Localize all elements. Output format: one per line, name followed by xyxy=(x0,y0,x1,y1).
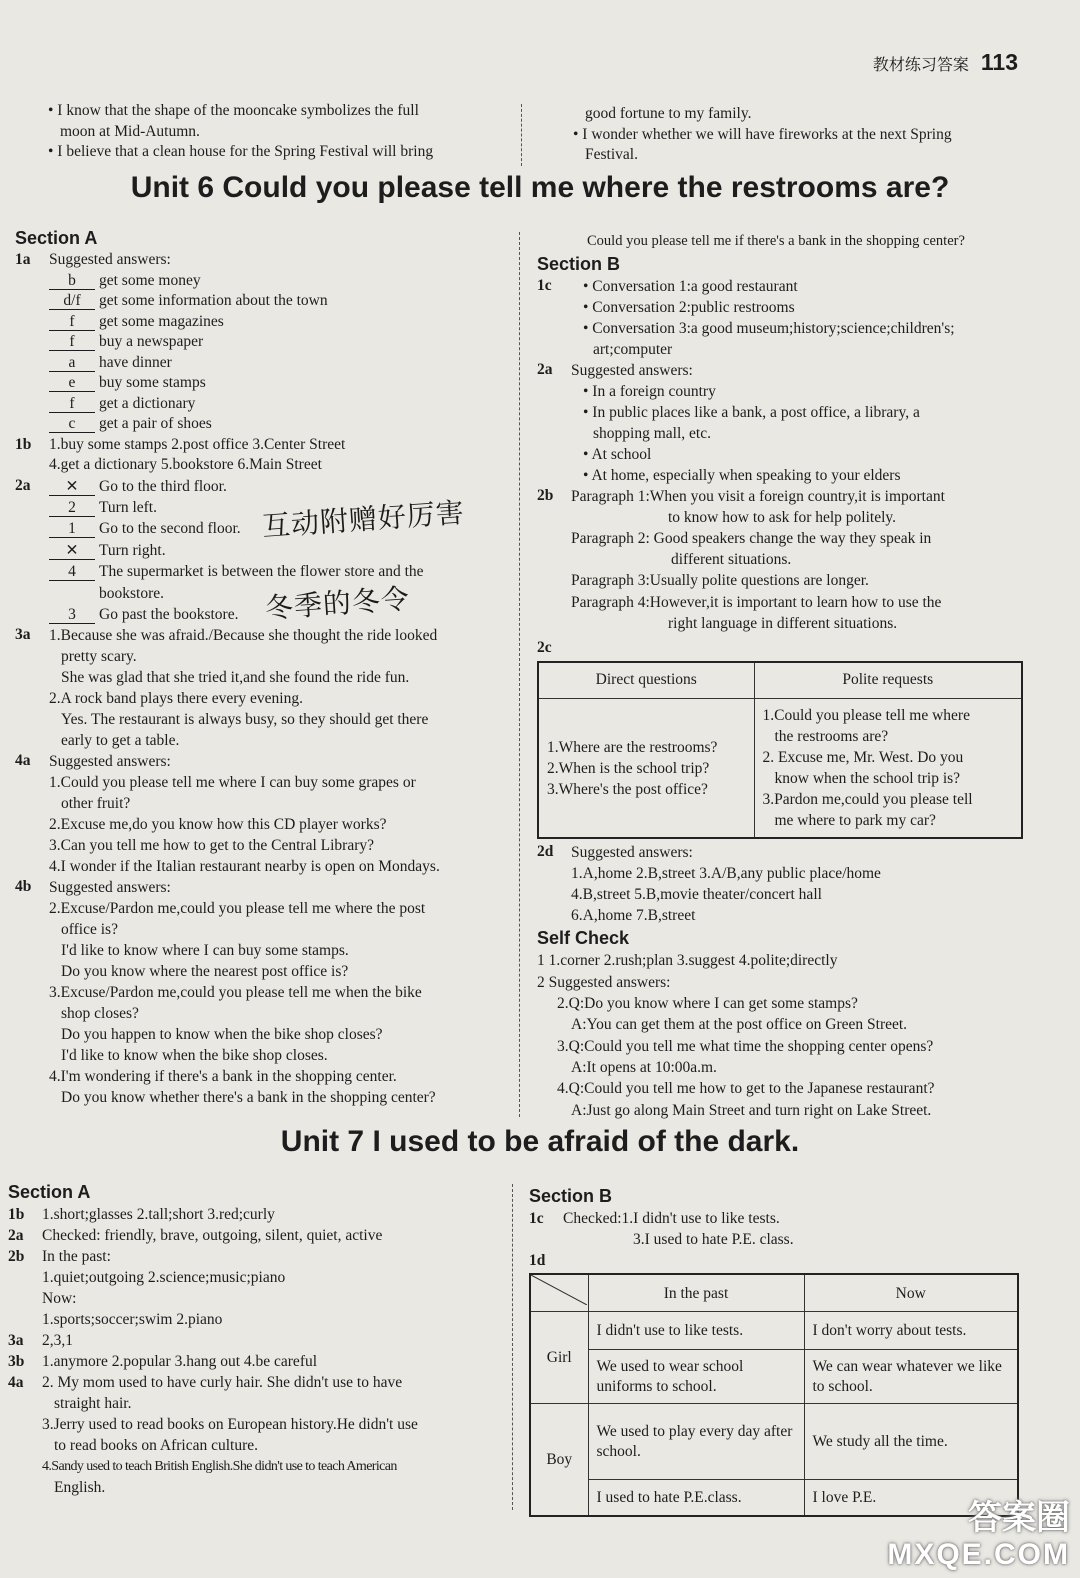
exercise-tag xyxy=(8,1456,42,1477)
past-now-table xyxy=(529,1273,1019,1517)
text-line: Paragraph 3:Usually polite questions are longer. xyxy=(571,572,869,590)
table-cell xyxy=(804,1312,1018,1350)
exercise-tag xyxy=(8,1288,42,1309)
item-text: The supermarket is between the flower store and the xyxy=(99,563,424,581)
exercise-tag xyxy=(8,1393,42,1414)
text-line: Paragraph 2: Good speakers change the way they speak in xyxy=(571,529,932,547)
cell-line: 3.Pardon me,could you please tell xyxy=(762,791,973,809)
watermark-url: MXQE.COM xyxy=(887,1538,1070,1571)
text-line: 4.get a dictionary 5.bookstore 6.Main Street xyxy=(49,456,322,473)
text-line: 4.B,street 5.B,movie theater/concert hall xyxy=(571,886,822,904)
text-line: Checked: friendly, brave, outgoing, silent, quiet, active xyxy=(42,1227,383,1244)
cell-text: We used to play every day after school. xyxy=(596,1422,793,1460)
text-line: I'd like to know where I can buy some stamps. xyxy=(61,942,349,960)
row-label: Boy xyxy=(530,1404,588,1516)
text-line: Suggested answers: xyxy=(49,879,171,897)
table-header: Now xyxy=(804,1274,1018,1312)
text-line: 2 Suggested answers: xyxy=(537,973,671,991)
text-line: • Conversation 2:public restrooms xyxy=(583,298,795,316)
text-line: • I know that the shape of the mooncake symbolizes the full xyxy=(48,102,419,119)
text-line: straight hair. xyxy=(54,1395,132,1412)
text-line: 1.A,home 2.B,street 3.A/B,any public place/home xyxy=(571,865,881,883)
text-line: Suggested answers: xyxy=(49,753,171,771)
exercise-1b xyxy=(15,435,505,476)
cell-text: I used to hate P.E.class. xyxy=(596,1488,742,1506)
item-text: get some money xyxy=(99,271,201,289)
exercise-3a xyxy=(15,625,505,751)
cell-line: 3.Where's the post office? xyxy=(547,780,708,798)
handwritten-note: 冬季的冬令 xyxy=(263,581,411,626)
item-text: Go past the bookstore. xyxy=(99,605,239,623)
text-line: 1.anymore 2.popular 3.hang out 4.be careful xyxy=(42,1353,318,1370)
cell-line: 1.Where are the restrooms? xyxy=(547,738,718,756)
exercise-tag: 2a xyxy=(8,1227,24,1244)
unit7-section-b xyxy=(529,1184,1029,1517)
item-text: Go to the third floor. xyxy=(99,477,227,495)
text-line: pretty scary. xyxy=(61,648,137,666)
cell-text: I love P.E. xyxy=(812,1488,877,1506)
text-line: shopping mall, etc. xyxy=(593,424,711,442)
text-line: other fruit? xyxy=(61,795,131,813)
text-line: early to get a table. xyxy=(61,732,180,750)
text-line: Do you know where the nearest post office is? xyxy=(61,963,349,981)
text-line: 4.Sandy used to teach British English.She didn't use to teach American xyxy=(42,1459,397,1474)
exercise-tag: 2c xyxy=(537,638,552,656)
text-line: 1.quiet;outgoing 2.science;music;piano xyxy=(42,1269,286,1286)
text-line: right language in different situations. xyxy=(668,614,898,632)
text-line: 4.I'm wondering if there's a bank in the shopping center. xyxy=(49,1068,397,1086)
text-line: 1.Because she was afraid./Because she thought the ride looked xyxy=(49,627,438,645)
text-line: 4.Q:Could you tell me how to get to the Japanese restaurant? xyxy=(557,1080,935,1098)
section-heading: Section B xyxy=(529,1186,613,1206)
answer-blank: f xyxy=(49,395,95,413)
answer-blank: 4 xyxy=(49,563,95,581)
text-line: • At home, especially when speaking to your elders xyxy=(583,466,901,484)
unit6-section-b xyxy=(537,231,1027,1121)
text-line: office is? xyxy=(61,921,118,939)
section-heading: Section A xyxy=(15,228,98,248)
item-text: get some magazines xyxy=(99,312,224,330)
exercise-tag: 2a xyxy=(15,476,31,494)
table-cell xyxy=(804,1404,1018,1480)
column-divider xyxy=(512,1184,513,1510)
unit7-section-a xyxy=(8,1180,508,1498)
text-line: moon at Mid-Autumn. xyxy=(60,122,200,140)
exercise-tag: 2b xyxy=(8,1248,25,1265)
table-header: Direct questions xyxy=(538,662,754,698)
text-line: Paragraph 4:However,it is important to learn how to use the xyxy=(571,593,942,611)
exercise-tag: 2b xyxy=(537,486,554,504)
section-heading: Self Check xyxy=(537,928,630,949)
item-text: get a dictionary xyxy=(99,394,196,412)
answer-blank: 3 xyxy=(49,606,95,624)
cell-line: me where to park my car? xyxy=(774,812,936,830)
top-left-block xyxy=(48,101,508,163)
text-line: Suggested answers: xyxy=(571,361,693,379)
watermark-text: 答案圈 xyxy=(968,1499,1070,1537)
text-line: different situations. xyxy=(671,551,792,569)
questions-table xyxy=(537,661,1023,839)
exercise-tag xyxy=(8,1477,42,1498)
text-line: shop closes? xyxy=(61,1005,139,1023)
text-line: Suggested answers: xyxy=(49,251,171,268)
exercise-tag: 2a xyxy=(537,360,553,378)
table-cell xyxy=(588,1404,804,1480)
exercise-tag xyxy=(8,1267,42,1288)
text-line: 1.short;glasses 2.tall;short 3.red;curly xyxy=(42,1206,275,1223)
text-line: 3.I used to hate P.E. class. xyxy=(633,1231,794,1248)
item-text: have dinner xyxy=(99,353,172,371)
table-cell xyxy=(588,1312,804,1350)
answer-blank: b xyxy=(49,272,95,290)
text-line: 3.Q:Could you tell me what time the shopping center opens? xyxy=(557,1037,934,1055)
text-line: 1 1.corner 2.rush;plan 3.suggest 4.polite;directly xyxy=(537,952,838,970)
text-line: • I believe that a clean house for the Spring Festival will bring xyxy=(48,143,434,160)
column-divider xyxy=(521,104,522,166)
text-line: Checked:1.I didn't use to like tests. xyxy=(563,1210,780,1227)
cell-line: know when the school trip is? xyxy=(774,770,961,788)
text-line: Do you happen to know when the bike shop closes? xyxy=(61,1026,383,1044)
text-line: Paragraph 1:When you visit a foreign country,it is important xyxy=(571,487,945,505)
table-cell xyxy=(754,698,1022,838)
text-line: A:You can get them at the post office on Green Street. xyxy=(571,1016,908,1034)
text-line: In the past: xyxy=(42,1248,111,1265)
diagonal-line xyxy=(531,1275,587,1305)
column-divider xyxy=(519,232,520,1117)
exercise-1c xyxy=(537,276,1027,360)
cell-line: 2.When is the school trip? xyxy=(547,759,710,777)
exercise-tag: 4a xyxy=(8,1374,24,1391)
text-line: A:It opens at 10:00a.m. xyxy=(571,1058,717,1076)
table-cell xyxy=(538,698,754,838)
cell-line: 2. Excuse me, Mr. West. Do you xyxy=(762,749,964,767)
text-line: Yes. The restaurant is always busy, so they should get there xyxy=(61,711,429,729)
table-header: Polite requests xyxy=(754,662,1022,698)
exercise-tag xyxy=(8,1414,42,1435)
text-line: 3.Excuse/Pardon me,could you please tell me when the bike xyxy=(49,984,422,1002)
answer-blank: a xyxy=(49,354,95,372)
exercise-4b xyxy=(15,877,505,1108)
text-line: Could you please tell me if there's a bank in the shopping center? xyxy=(587,233,965,249)
text-line: 1.Could you please tell me where I can buy some grapes or xyxy=(49,774,416,792)
text-line: • Conversation 3:a good museum;history;science;children's; xyxy=(583,319,955,337)
exercise-tag xyxy=(8,1435,42,1456)
text-line: • I wonder whether we will have fireworks at the next Spring xyxy=(573,125,952,143)
text-line: • At school xyxy=(583,445,652,463)
unit7-title: Unit 7 I used to be afraid of the dark. xyxy=(280,1125,800,1158)
text-line: I'd like to know when the bike shop closes. xyxy=(61,1047,328,1065)
item-text: Go to the second floor. xyxy=(99,520,241,538)
text-line: 2.Q:Do you know where I can get some stamps? xyxy=(557,995,858,1013)
exercise-tag: 1c xyxy=(537,276,552,294)
text-line: to know how to ask for help politely. xyxy=(668,508,897,526)
text-line: English. xyxy=(54,1479,106,1496)
text-line: 4.I wonder if the Italian restaurant nearby is open on Mondays. xyxy=(49,858,440,876)
exercise-tag: 4b xyxy=(15,878,32,896)
diagonal-cell xyxy=(530,1274,588,1312)
table-cell xyxy=(588,1480,804,1516)
exercise-tag: 4a xyxy=(15,752,31,770)
item-text: buy a newspaper xyxy=(99,333,204,350)
text-line: 3.Jerry used to read books on European history.He didn't use xyxy=(42,1416,418,1433)
text-line: 3.Can you tell me how to get to the Central Library? xyxy=(49,837,374,855)
exercise-2a-b xyxy=(537,360,1027,486)
text-line: 6.A,home 7.B,street xyxy=(571,907,696,925)
text-line: She was glad that she tried it,and she found the ride fun. xyxy=(61,669,410,687)
self-check-block xyxy=(537,950,1027,1120)
watermark-logo xyxy=(887,1498,1070,1572)
exercise-1a xyxy=(15,250,505,435)
answer-blank: c xyxy=(49,415,95,433)
top-right-block xyxy=(573,104,1033,166)
text-line: 2,3,1 xyxy=(42,1332,73,1349)
exercise-tag: 3a xyxy=(8,1332,24,1349)
unit6-title: Unit 6 Could you please tell me where the restrooms are? xyxy=(130,171,950,204)
item-text: Turn left. xyxy=(99,498,157,516)
exercise-tag: 3a xyxy=(15,626,31,644)
text-line: Suggested answers: xyxy=(571,844,693,862)
table-cell xyxy=(804,1350,1018,1404)
exercise-4a xyxy=(15,751,505,877)
text-line: 1.sports;soccer;swim 2.piano xyxy=(42,1311,223,1328)
exercise-2b xyxy=(537,486,1027,634)
table-cell xyxy=(588,1350,804,1404)
text-line: Festival. xyxy=(585,146,638,163)
item-text: get a pair of shoes xyxy=(99,415,212,432)
cell-text: I don't worry about tests. xyxy=(812,1322,967,1339)
answer-blank: 2 xyxy=(49,499,95,517)
exercise-tag: 2d xyxy=(537,843,554,861)
exercise-tag xyxy=(8,1309,42,1330)
exercise-tag: 1b xyxy=(15,435,32,453)
exercise-tag: 1d xyxy=(529,1252,546,1269)
cell-line: 1.Could you please tell me where xyxy=(762,707,970,725)
answer-blank: f xyxy=(49,313,95,331)
text-line: 2. My mom used to have curly hair. She didn't use to have xyxy=(42,1374,403,1391)
exercise-tag: 1c xyxy=(529,1210,544,1227)
text-line: • In a foreign country xyxy=(583,382,716,400)
text-line: 2.A rock band plays there every evening. xyxy=(49,690,303,708)
exercise-tag: 1b xyxy=(8,1206,25,1223)
cell-text: I didn't use to like tests. xyxy=(596,1322,744,1339)
section-heading: Section A xyxy=(8,1182,91,1202)
page-header xyxy=(872,49,1018,76)
answer-blank: ✕ xyxy=(49,478,95,496)
text-line: 2.Excuse/Pardon me,could you please tell me where the post xyxy=(49,900,426,918)
text-line: • In public places like a bank, a post office, a library, a xyxy=(583,403,920,421)
table-header: In the past xyxy=(588,1274,804,1312)
handwritten-note: 互动附赠好厉害 xyxy=(261,495,466,544)
answer-blank: f xyxy=(49,333,95,351)
exercise-2d xyxy=(537,842,1027,926)
text-line: A:Just go along Main Street and turn right on Lake Street. xyxy=(571,1101,932,1119)
answer-blank: e xyxy=(49,374,95,392)
text-line: to read books on African culture. xyxy=(54,1437,259,1454)
cell-text: We used to wear school uniforms to school. xyxy=(596,1357,744,1395)
cell-text: We can wear whatever we like to school. xyxy=(812,1357,1002,1395)
text-line: 1.buy some stamps 2.post office 3.Center Street xyxy=(49,435,346,453)
page-number: 113 xyxy=(980,49,1018,75)
text-line: 2.Excuse me,do you know how this CD player works? xyxy=(49,816,387,834)
unit6-section-a xyxy=(15,226,505,1108)
text-line: Do you know whether there's a bank in the shopping center? xyxy=(61,1089,436,1107)
text-line: • Conversation 1:a good restaurant xyxy=(583,277,798,295)
item-text: Turn right. xyxy=(99,541,166,559)
section-heading: Section B xyxy=(537,253,621,274)
exercise-tag: 1a xyxy=(15,251,31,268)
row-label: Girl xyxy=(530,1312,588,1404)
text-line: art;computer xyxy=(593,340,673,358)
text-line: bookstore. xyxy=(99,584,165,602)
text-line: good fortune to my family. xyxy=(585,105,752,122)
item-text: get some information about the town xyxy=(99,292,328,309)
text-line: Now: xyxy=(42,1290,77,1307)
header-label: 教材练习答案 xyxy=(872,55,969,74)
item-text: buy some stamps xyxy=(99,374,206,391)
cell-text: We study all the time. xyxy=(812,1433,948,1450)
exercise-tag: 3b xyxy=(8,1353,25,1370)
answer-blank: 1 xyxy=(49,520,95,538)
cell-line: the restrooms are? xyxy=(774,728,889,746)
answer-blank: ✕ xyxy=(49,542,95,560)
answer-blank: d/f xyxy=(49,292,95,310)
